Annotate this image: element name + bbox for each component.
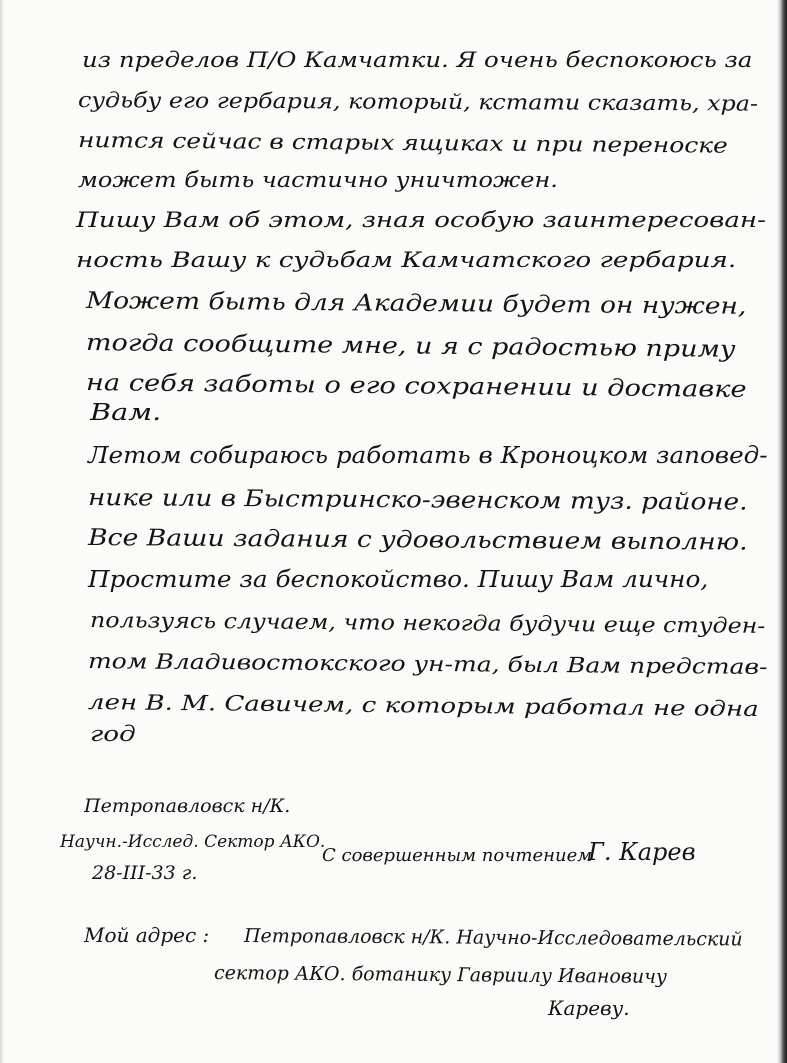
letter-line-13: Все Ваши задания с удовольствием выполню. <box>87 525 748 556</box>
address-line-1: Петропавловск н/К. Научно-Исследовательский <box>243 925 743 951</box>
letter-line-9: на себя заботы о его сохранении и доставке <box>85 370 747 403</box>
letter-line-4: может быть частично уничтожен. <box>78 168 558 192</box>
page-shadow-left <box>0 0 4 1063</box>
letter-institution: Научн.-Исслед. Сектор АКО. <box>60 832 326 852</box>
letter-line-14: Простите за беспокойство. Пишу Вам лично, <box>88 567 709 593</box>
letter-line-1: из пределов П/О Камчатки. Я очень беспокоюсь за <box>82 48 753 72</box>
letter-line-7: Может быть для Академии будет он нужен, <box>85 288 747 320</box>
letter-signature: Г. Карев <box>588 838 696 866</box>
address-label: Мой адрес : <box>84 923 210 947</box>
letter-line-6: ность Вашу к судьбам Камчатского гербария. <box>76 248 737 272</box>
letter-line-15: пользуясь случаем, что некогда будучи еще студен- <box>89 608 766 638</box>
letter-line-11: Летом собираюсь работать в Кроноцком заповед- <box>88 443 768 469</box>
letter-line-2: судьбу его гербария, который, кстати сказать, хра- <box>77 88 758 116</box>
letter-line-16: том Владивостокского ун-та, был Вам представ- <box>87 649 768 679</box>
letter-line-5: Пишу Вам об этом, зная особую заинтересован- <box>76 208 766 232</box>
letter-line-18: год <box>90 722 136 746</box>
letter-line-17: лен В. М. Савичем, с которым работал не одна <box>87 690 759 722</box>
letter-line-3: нится сейчас в старых ящиках и при переноске <box>77 128 728 158</box>
page-edge-right <box>777 0 787 1063</box>
letter-closing: С совершенным почтением <box>322 845 593 866</box>
letter-line-12: нике или в Быстринско-эвенском туз. районе. <box>87 485 748 516</box>
letter-place: Петропавловск н/К. <box>84 795 291 817</box>
letter-line-10: Вам. <box>90 400 162 426</box>
letter-line-8: тогда сообщите мне, и я с радостью приму <box>85 330 736 363</box>
letter-date: 28-III-33 г. <box>92 862 198 884</box>
address-line-3: Кареву. <box>548 996 630 1020</box>
address-line-2: сектор АКО. ботанику Гавриилу Ивановичу <box>213 962 668 988</box>
